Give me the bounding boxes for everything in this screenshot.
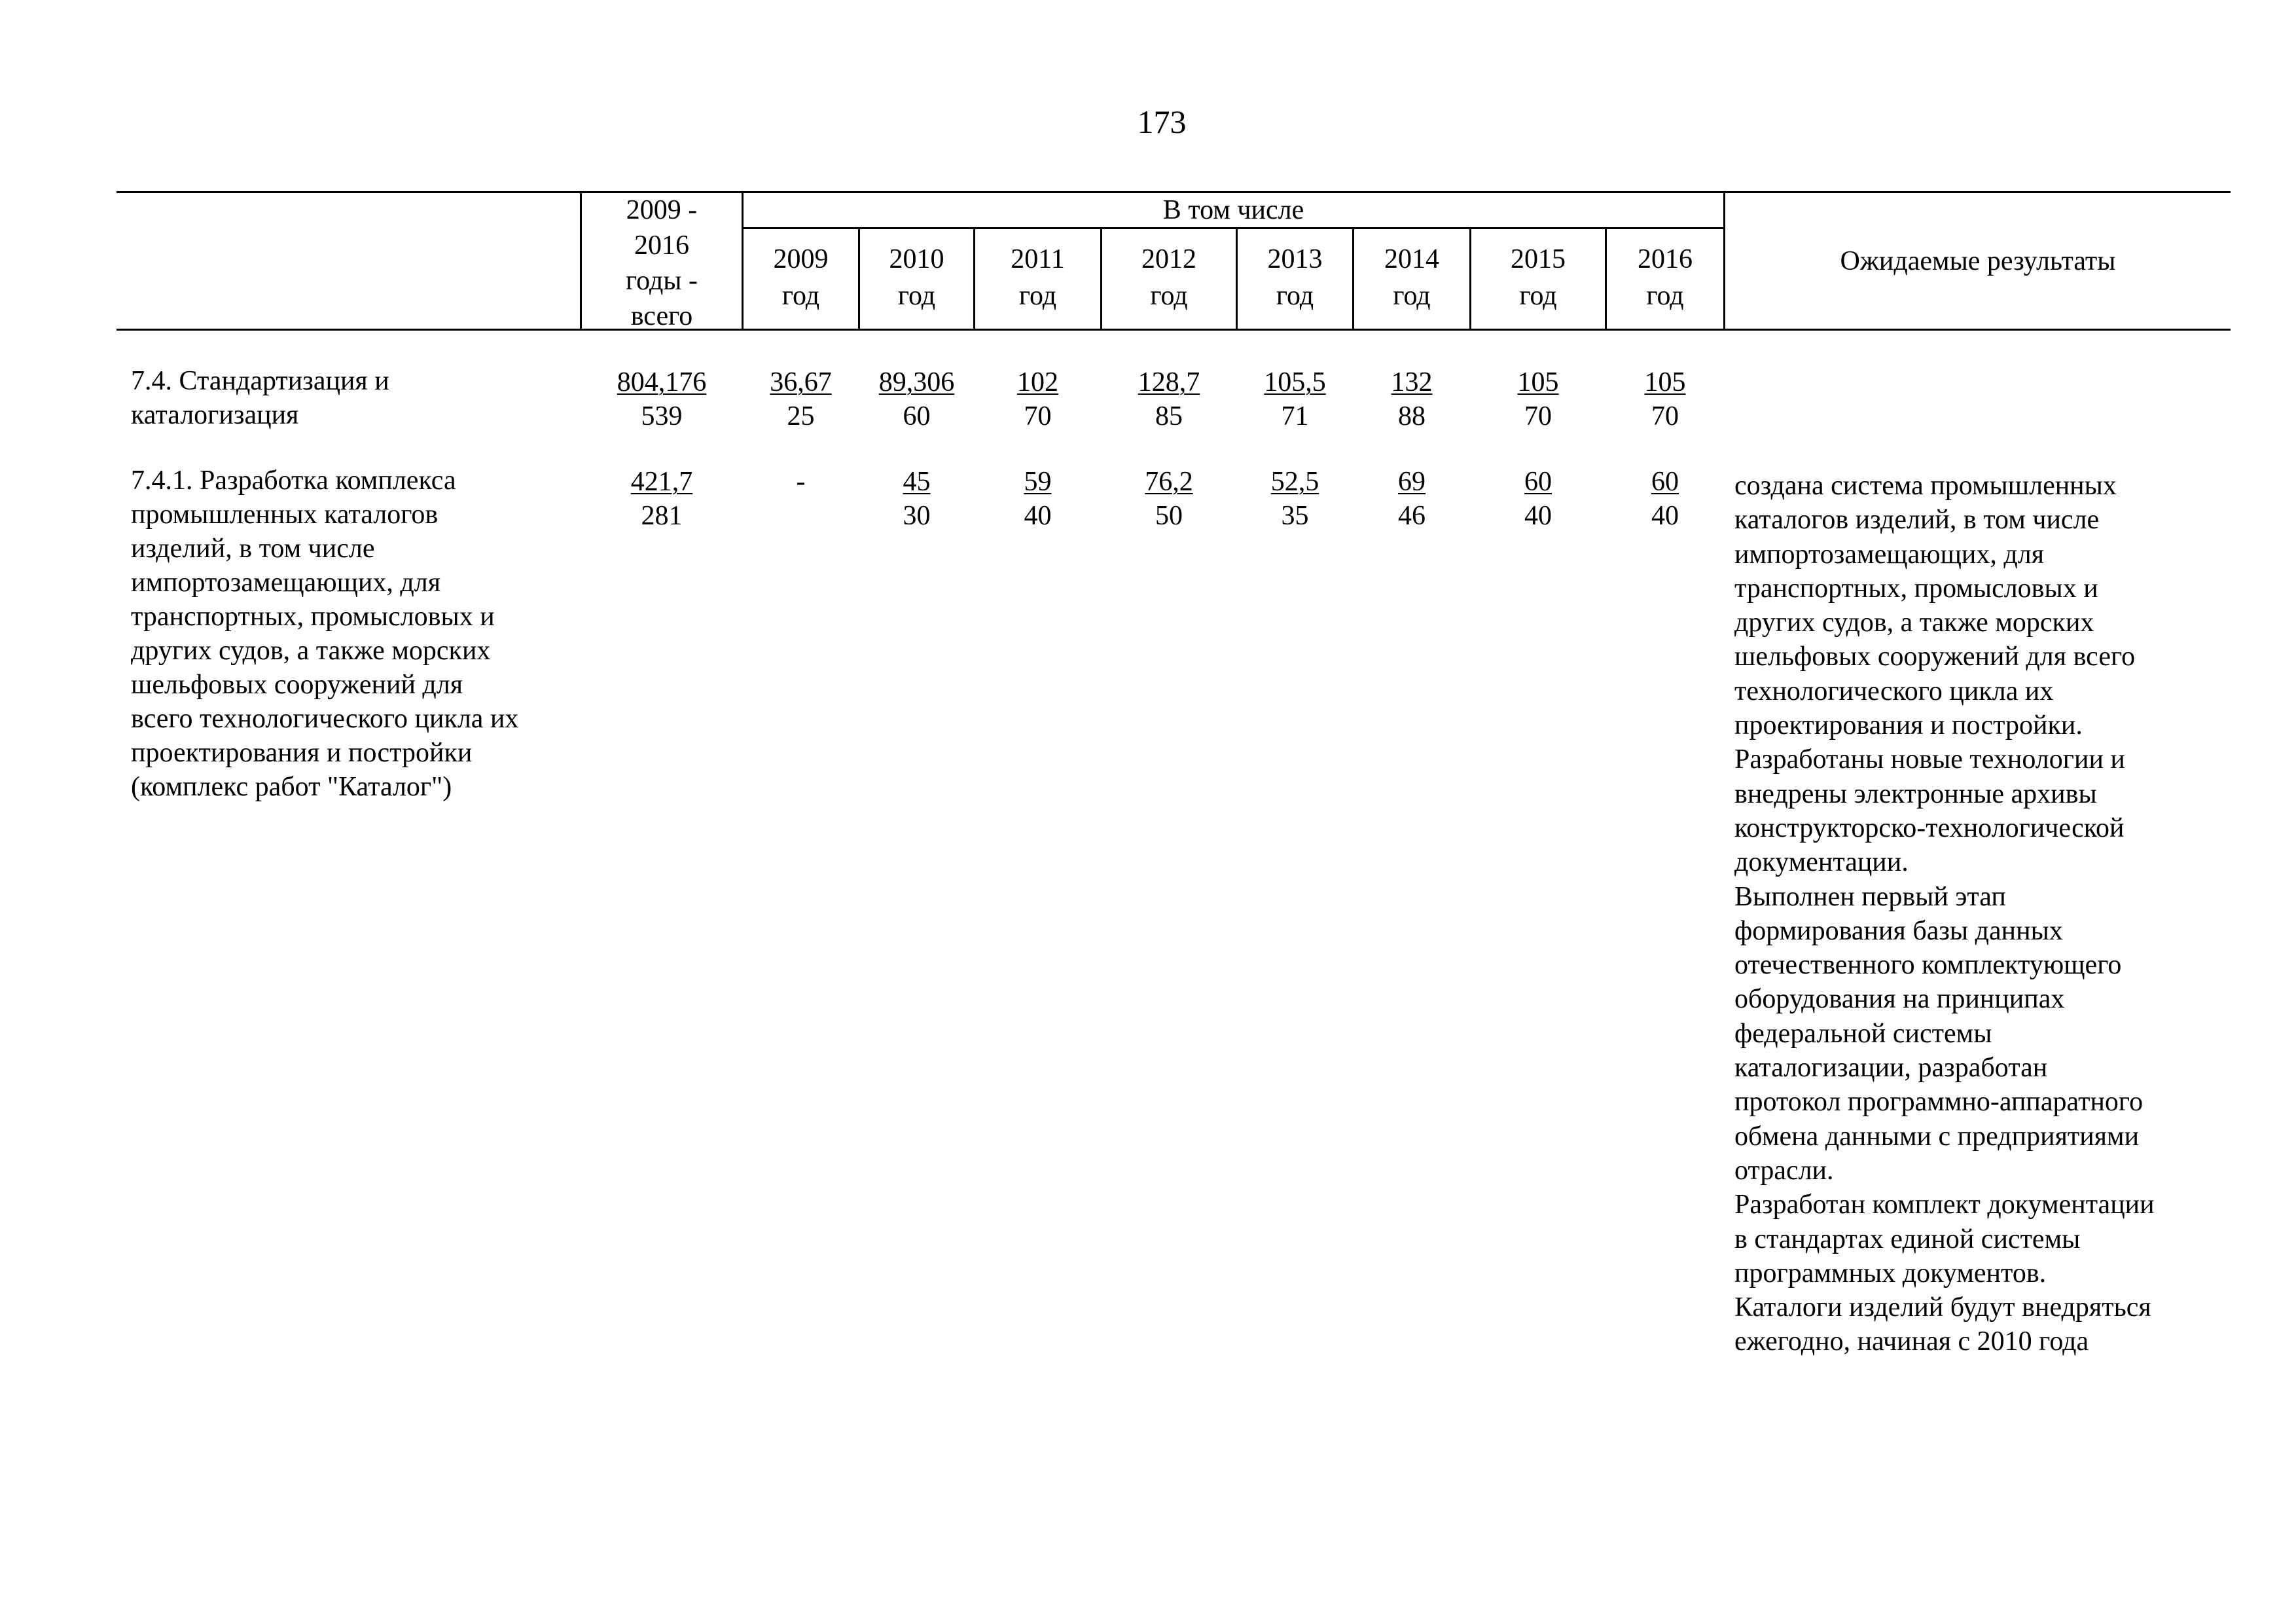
header-year-2009: 2009 год [773,244,829,311]
header-year-2015: 2015 год [1511,244,1566,311]
header-including: В том числе [1162,195,1304,225]
page-number: 173 [1137,103,1187,140]
header-year-2010: 2010 год [889,244,944,311]
row-7-4-2011: 102 70 [1017,367,1058,431]
row-7-4-1-2016: 60 40 [1651,467,1679,531]
row-7-4-1-2010: 45 30 [903,467,931,531]
row-7-4-2012: 128,7 85 [1138,367,1200,431]
header-year-2014: 2014 год [1384,244,1439,311]
table-header-bottom-rule [117,329,2231,331]
header-year-2012: 2012 год [1141,244,1196,311]
row-7-4-1-2012: 76,2 50 [1145,467,1193,531]
row-7-4-2009: 36,67 25 [770,367,832,431]
row-7-4-1-expected-results: создана система промышленных каталогов изделий, в том числе импортозамещающих, для транспортных, промысловых и других судов, а также морских шельфовых сооружений для всего технологического цикла их проектирования и постройки. Разработаны новые технологии и внедрены электронные архивы конструкторско-технологической документации. Выполнен первый этап формирования базы данных отечественного комплектующего оборудования на принципах федеральной системы каталогизации, разработан протокол программно-аппаратного обмена данными с предприятиями отрасли. Разработан комплект документации в стандартах единой системы программных документов. Каталоги изделий будут внедряться ежегодно, начиная с 2010 года [1734,471,2155,1357]
header-total-column: 2009 - 2016 годы - всего [625,195,698,331]
row-7-4-1-2014: 69 46 [1398,467,1426,531]
header-expected-results: Ожидаемые результаты [1840,246,2116,276]
row-7-4-2014: 132 88 [1391,367,1433,431]
header-year-2013: 2013 год [1267,244,1323,311]
row-7-4-1-label: 7.4.1. Разработка комплекса промышленных каталогов изделий, в том числе импортозамещающих, для транспортных, промысловых и других судов, а также морских шельфовых сооружений для всего технологического цикла их проектирования и постройки (комплекс работ "Каталог") [131,465,519,802]
row-7-4-2010: 89,306 60 [878,367,955,431]
row-7-4-1-2013: 52,5 35 [1270,467,1319,531]
row-7-4-1-2009: - [796,467,806,497]
row-7-4-1-2015: 60 40 [1524,467,1552,531]
row-7-4-2013: 105,5 71 [1264,367,1326,431]
header-year-2011: 2011 год [1011,244,1065,311]
row-7-4-total: 804,176 539 [617,367,707,431]
row-7-4-1-2011: 59 40 [1024,467,1052,531]
row-7-4-1-total: 421,7 281 [630,467,693,531]
row-7-4-2016: 105 70 [1644,367,1686,431]
header-year-2016: 2016 год [1638,244,1693,311]
row-7-4-2015: 105 70 [1517,367,1559,431]
row-7-4-label: 7.4. Стандартизация и каталогизация [131,366,389,430]
